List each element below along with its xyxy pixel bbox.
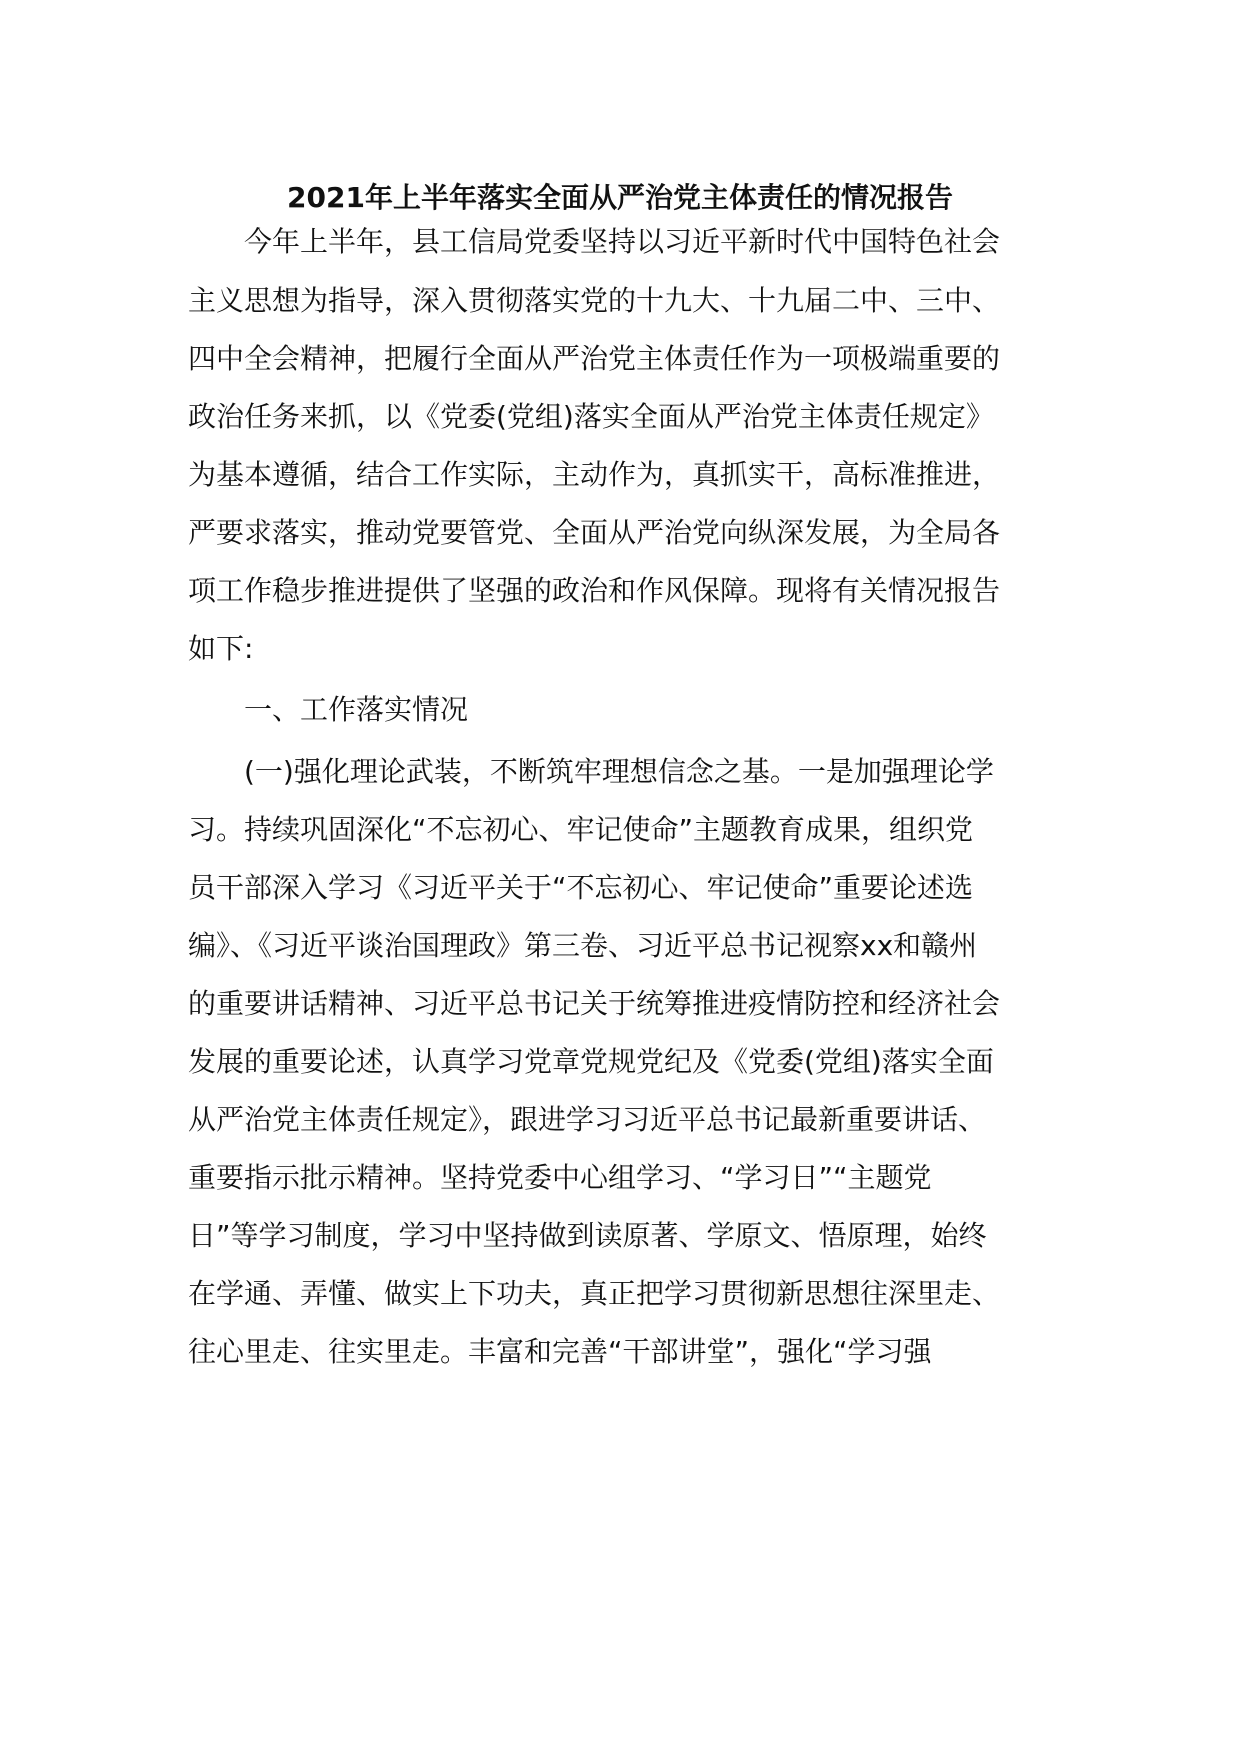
paragraph-line: 从严治党主体责任规定》，跟进学习习近平总书记最新重要讲话、 bbox=[188, 1103, 987, 1136]
section-heading: 一、工作落实情况 bbox=[244, 693, 469, 726]
paragraph-line: 项工作稳步推进提供了坚强的政治和作风保障。现将有关情况报告 bbox=[188, 574, 1001, 607]
paragraph-line: 编》、《习近平谈治国理政》第三卷、习近平总书记视察xx和赣州 bbox=[188, 929, 978, 962]
paragraph-line: 如下: bbox=[188, 632, 254, 665]
document-title: 2021年上半年落实全面从严治党主体责任的情况报告 bbox=[287, 181, 953, 214]
paragraph-line: 严要求落实，推动党要管党、全面从严治党向纵深发展，为全局各 bbox=[188, 516, 1001, 549]
paragraph-line: 为基本遵循，结合工作实际，主动作为，真抓实干，高标准推进， bbox=[188, 458, 1001, 491]
paragraph-line: (一)强化理论武装，不断筑牢理想信念之基。一是加强理论学 bbox=[244, 755, 994, 788]
paragraph-line: 日”等学习制度，学习中坚持做到读原著、学原文、悟原理，始终 bbox=[188, 1219, 987, 1252]
paragraph-line: 发展的重要论述，认真学习党章党规党纪及《党委(党组)落实全面 bbox=[188, 1045, 994, 1078]
paragraph-line: 主义思想为指导，深入贯彻落实党的十九大、十九届二中、三中、 bbox=[188, 284, 1001, 317]
paragraph-line: 往心里走、往实里走。丰富和完善“干部讲堂”，强化“学习强 bbox=[188, 1335, 932, 1368]
paragraph-line: 重要指示批示精神。坚持党委中心组学习、“学习日”“主题党 bbox=[188, 1161, 932, 1194]
paragraph-line: 的重要讲话精神、习近平总书记关于统筹推进疫情防控和经济社会 bbox=[188, 987, 1001, 1020]
paragraph-line: 员干部深入学习《习近平关于“不忘初心、牢记使命”重要论述选 bbox=[188, 871, 974, 904]
paragraph-line: 政治任务来抓，以《党委(党组)落实全面从严治党主体责任规定》 bbox=[188, 400, 994, 433]
paragraph-line: 在学通、弄懂、做实上下功夫，真正把学习贯彻新思想往深里走、 bbox=[188, 1277, 1001, 1310]
paragraph-line: 今年上半年，县工信局党委坚持以习近平新时代中国特色社会 bbox=[244, 225, 1001, 258]
paragraph-line: 四中全会精神，把履行全面从严治党主体责任作为一项极端重要的 bbox=[188, 342, 1001, 375]
paragraph-line: 习。持续巩固深化“不忘初心、牢记使命”主题教育成果，组织党 bbox=[188, 813, 974, 846]
